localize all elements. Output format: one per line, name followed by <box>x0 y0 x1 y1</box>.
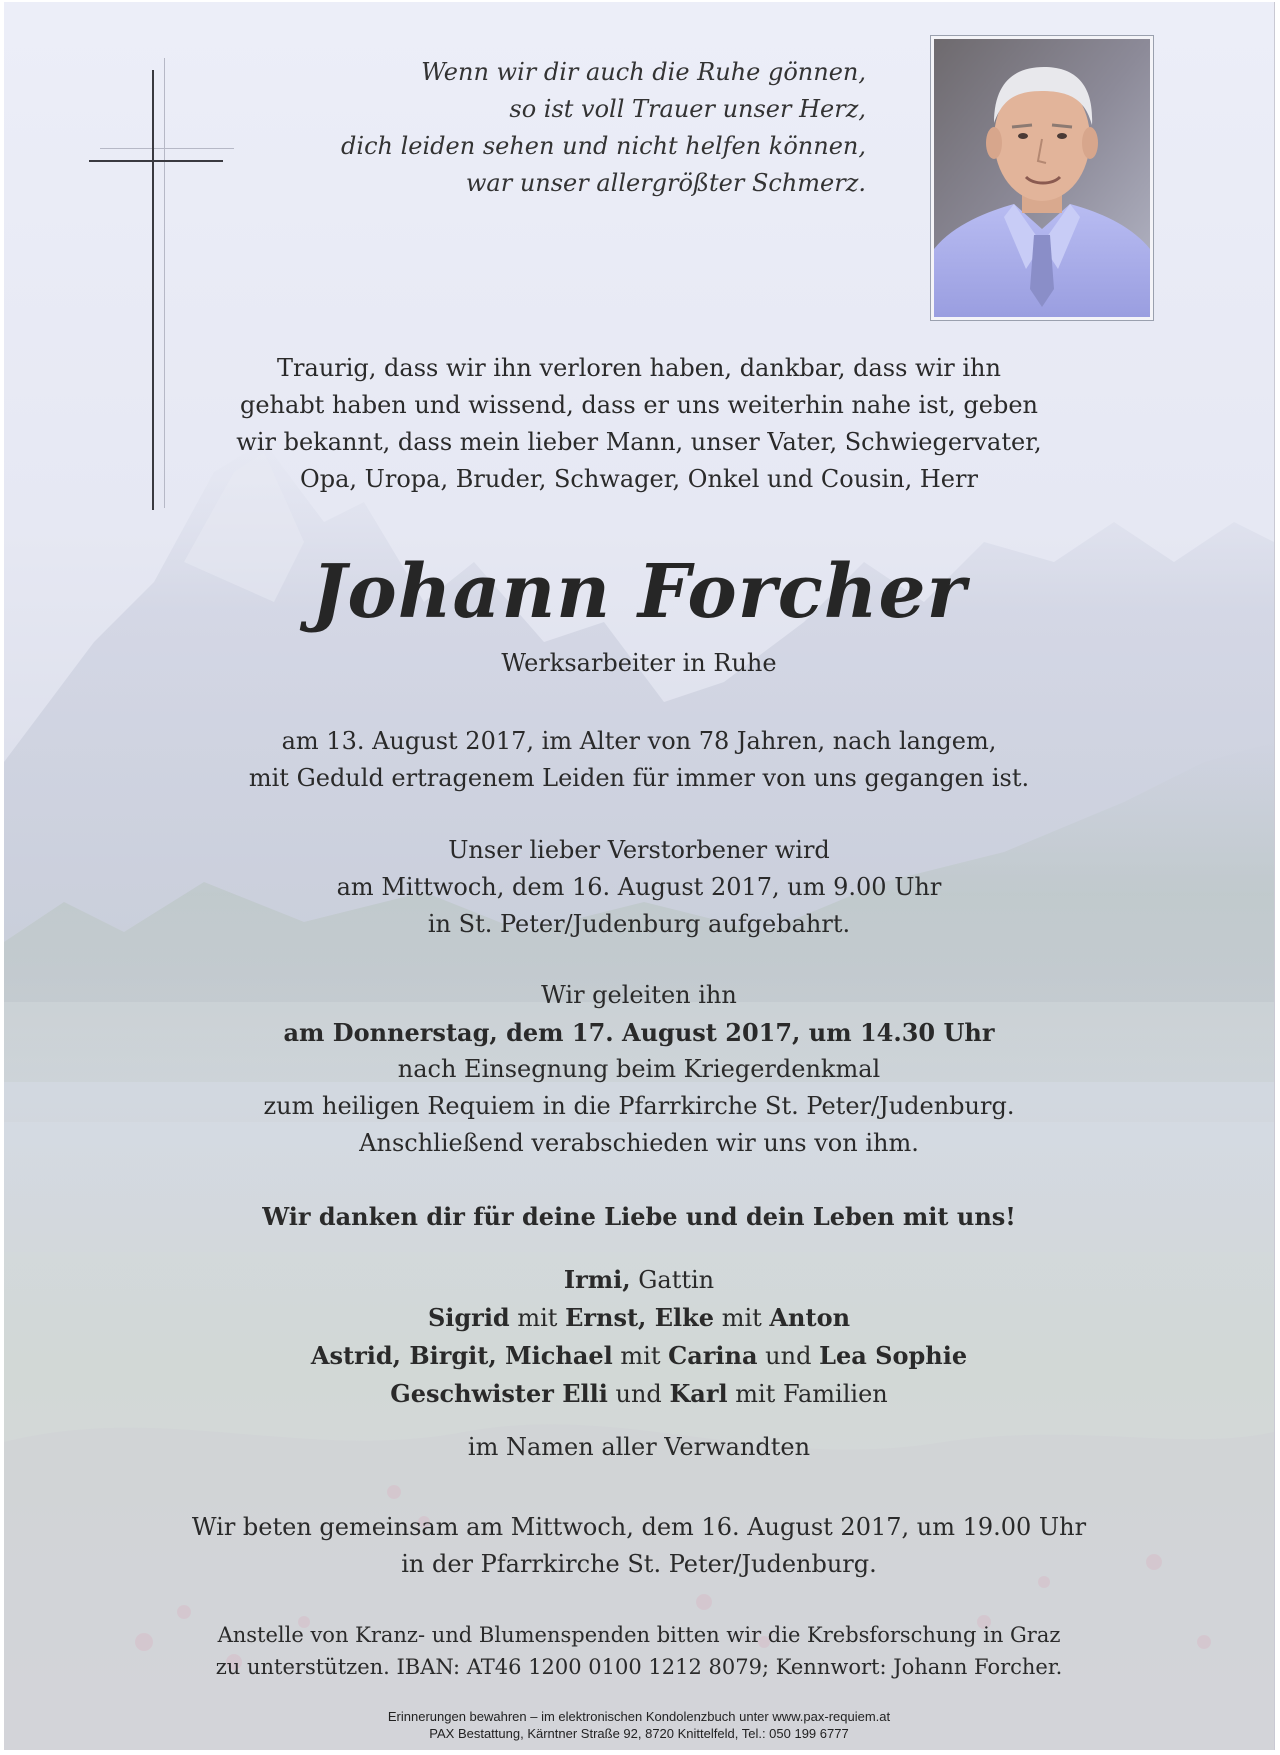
deceased-occupation <box>4 646 1274 680</box>
poem-line: Wenn wir dir auch die Ruhe gönnen, <box>421 58 866 86</box>
cross-icon-bar <box>89 160 223 162</box>
donation-line: zu unterstützen. IBAN: AT46 1200 0100 1212 8079; Kennwort: Johann Forcher. <box>215 1655 1063 1679</box>
footer-line: PAX Bestattung, Kärntner Straße 92, 8720 Knittelfeld, Tel.: 050 199 6777 <box>429 1726 849 1741</box>
family-connector: und <box>607 1380 670 1408</box>
family-connector: mit <box>509 1304 566 1332</box>
prayer-line: Wir beten gemeinsam am Mittwoch, dem 16. August 2017, um 19.00 Uhr <box>191 1513 1087 1541</box>
family-connector: und <box>757 1342 820 1370</box>
portrait-image <box>934 39 1150 317</box>
poem-line: dich leiden sehen und nicht helfen können, <box>341 132 866 160</box>
family-name: Carina <box>668 1341 758 1370</box>
family-name: Geschwister Elli <box>390 1379 608 1408</box>
death-line: am 13. August 2017, im Alter von 78 Jahren, nach langem, <box>281 727 997 755</box>
funeral-notice <box>4 977 1274 1162</box>
family-list <box>4 1261 1274 1413</box>
intro-line: Opa, Uropa, Bruder, Schwager, Onkel und Cousin, Herr <box>300 465 978 493</box>
death-line: mit Geduld ertragenem Leiden für immer von uns gegangen ist. <box>248 764 1030 792</box>
family-connector: mit Familien <box>727 1380 888 1408</box>
memorial-poem <box>334 54 866 202</box>
donation-notice <box>4 1619 1274 1683</box>
prayer-line: in der Pfarrkirche St. Peter/Judenburg. <box>401 1550 877 1578</box>
relatives-text: im Namen aller Verwandten <box>467 1433 811 1461</box>
viewing-line: in St. Peter/Judenburg aufgebahrt. <box>427 910 851 938</box>
family-relation: Gattin <box>630 1266 715 1294</box>
family-row <box>4 1337 1274 1375</box>
family-row <box>4 1375 1274 1413</box>
announcement-intro <box>4 350 1274 498</box>
thanks-text: Wir danken dir für deine Liebe und dein Leben mit uns! <box>262 1202 1016 1231</box>
family-row <box>4 1299 1274 1337</box>
viewing-line: Unser lieber Verstorbener wird <box>448 836 830 864</box>
family-connector: mit <box>612 1342 669 1370</box>
funeral-date: am Donnerstag, dem 17. August 2017, um 14.30 Uhr <box>283 1018 995 1047</box>
funeral-line: nach Einsegnung beim Kriegerdenkmal <box>397 1055 881 1083</box>
footer-line: Erinnerungen bewahren – im elektronischen Kondolenzbuch unter www.pax-requiem.at <box>387 1709 891 1724</box>
occupation-text: Werksarbeiter in Ruhe <box>501 649 777 677</box>
death-notice <box>4 723 1274 797</box>
family-connector: mit <box>714 1304 770 1332</box>
donation-line: Anstelle von Kranz- und Blumenspenden bitten wir die Krebsforschung in Graz <box>217 1623 1061 1647</box>
family-name: Karl <box>669 1379 728 1408</box>
poem-line: war unser allergrößter Schmerz. <box>465 169 866 197</box>
funeral-line: Wir geleiten ihn <box>541 981 737 1009</box>
poem-line: so ist voll Trauer unser Herz, <box>509 95 866 123</box>
cross-shadow-horizontal <box>100 148 234 149</box>
funeral-home-footer <box>4 1708 1274 1742</box>
family-name: Irmi, <box>563 1265 631 1294</box>
family-name: Sigrid <box>427 1303 510 1332</box>
intro-line: wir bekannt, dass mein lieber Mann, unser Vater, Schwiegervater, <box>236 428 1042 456</box>
family-name: Astrid, Birgit, Michael <box>310 1341 613 1370</box>
thanks-line <box>4 1200 1274 1234</box>
family-name: Ernst, Elke <box>565 1303 715 1332</box>
family-row <box>4 1261 1274 1299</box>
viewing-notice <box>4 832 1274 943</box>
deceased-name: Johann Forcher <box>311 549 967 635</box>
funeral-line: Anschließend verabschieden wir uns von ihm. <box>359 1129 919 1157</box>
viewing-line: am Mittwoch, dem 16. August 2017, um 9.00 Uhr <box>336 873 942 901</box>
prayer-notice <box>4 1509 1274 1583</box>
obituary-page <box>4 2 1275 1750</box>
family-name: Anton <box>769 1303 851 1332</box>
relatives-line <box>4 1430 1274 1464</box>
intro-line: Traurig, dass wir ihn verloren haben, dankbar, dass wir ihn <box>277 354 1001 382</box>
family-name: Lea Sophie <box>819 1341 968 1370</box>
funeral-line: zum heiligen Requiem in die Pfarrkirche St. Peter/Judenburg. <box>263 1092 1015 1120</box>
portrait-photo <box>930 35 1154 321</box>
intro-line: gehabt haben und wissend, dass er uns weiterhin nahe ist, geben <box>239 391 1039 419</box>
